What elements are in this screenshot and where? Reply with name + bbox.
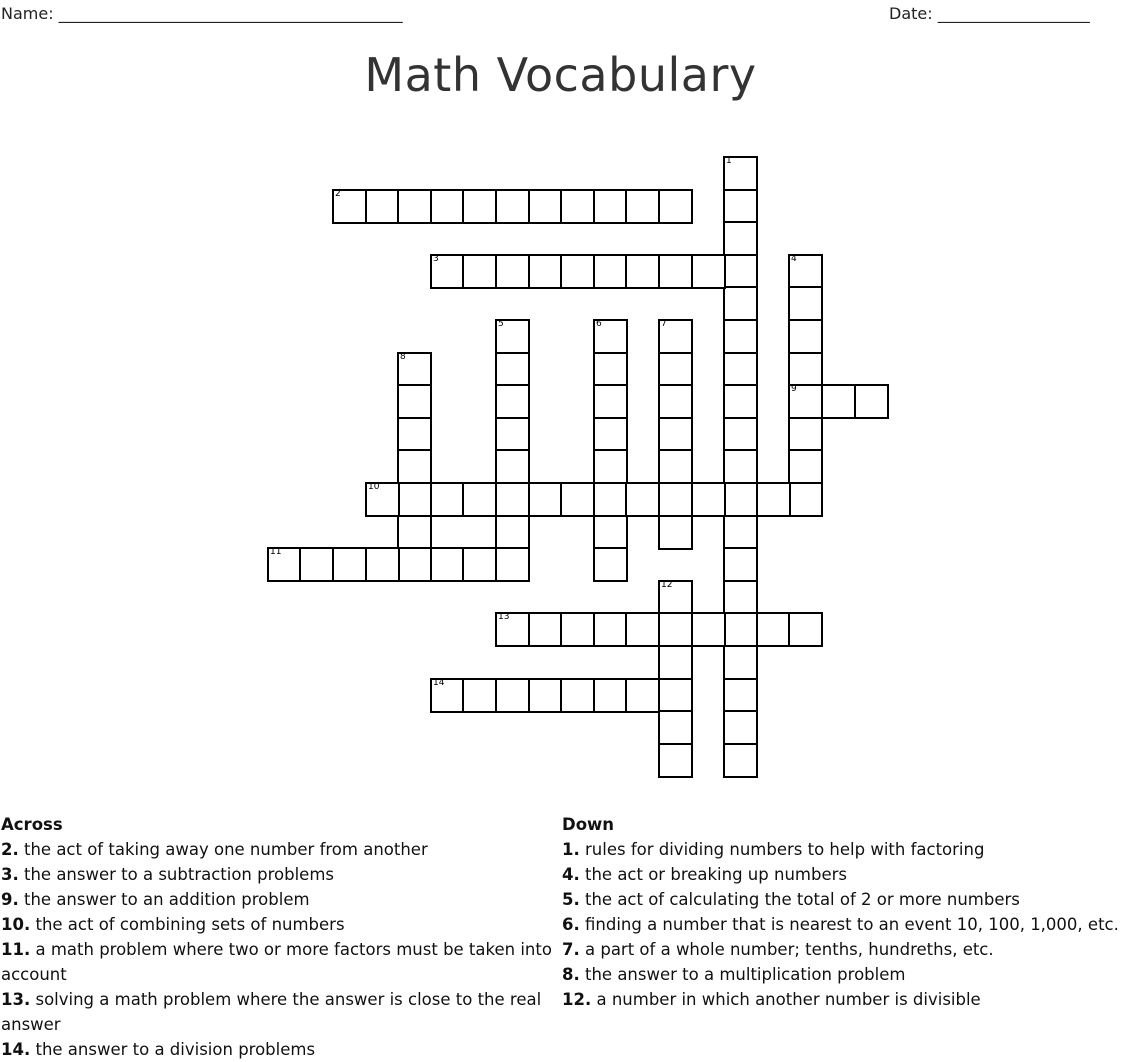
crossword-cell[interactable] [658, 384, 693, 419]
clue-number-label: 13. [1, 990, 31, 1009]
crossword-cell[interactable] [821, 384, 856, 419]
clue-item [562, 937, 1121, 962]
crossword-cell[interactable] [365, 482, 400, 517]
crossword-cell[interactable] [658, 678, 693, 713]
clue-text: a number in which another number is divisible [591, 990, 981, 1009]
crossword-cell[interactable] [723, 417, 758, 452]
crossword-cell[interactable] [430, 189, 465, 224]
crossword-cell[interactable] [495, 482, 530, 517]
crossword-cell[interactable] [365, 547, 400, 582]
clue-number-label: 14. [1, 1040, 31, 1059]
clue-number: 11 [270, 547, 282, 557]
down-heading: Down [562, 815, 615, 834]
crossword-cell[interactable] [788, 384, 823, 419]
crossword-cell[interactable] [528, 189, 563, 224]
crossword-cell[interactable] [528, 612, 563, 647]
clue-text: the act of calculating the total of 2 or more numbers [579, 890, 1020, 909]
crossword-cell[interactable] [723, 482, 758, 517]
crossword-cell[interactable] [593, 189, 628, 224]
clue-text: the act of combining sets of numbers [30, 915, 345, 934]
crossword-cell[interactable] [495, 547, 530, 582]
crossword-cell[interactable] [299, 547, 334, 582]
crossword-cell[interactable] [723, 156, 758, 191]
crossword-cell[interactable] [495, 515, 530, 550]
crossword-cell[interactable] [723, 384, 758, 419]
clue-number-label: 2. [1, 840, 19, 859]
crossword-cell[interactable] [397, 189, 432, 224]
clue-text: the answer to a subtraction problems [18, 865, 335, 884]
crossword-cell[interactable] [267, 547, 302, 582]
crossword-cell[interactable] [528, 482, 563, 517]
clue-number-label: 5. [562, 890, 580, 909]
clue-number-label: 12. [562, 990, 592, 1009]
clue-number-label: 10. [1, 915, 31, 934]
across-heading: Across [1, 815, 63, 834]
crossword-cell[interactable] [365, 189, 400, 224]
clue-number: 9 [791, 384, 797, 394]
clue-item [562, 862, 1121, 887]
crossword-cell[interactable] [495, 352, 530, 387]
clue-text: rules for dividing numbers to help with factoring [579, 840, 985, 859]
clue-number: 7 [661, 319, 667, 329]
crossword-cell[interactable] [723, 189, 758, 224]
across-clues [1, 812, 561, 1062]
clue-item [1, 837, 561, 862]
crossword-cell[interactable] [495, 189, 530, 224]
clue-item [1, 987, 561, 1037]
crossword-cell[interactable] [658, 352, 693, 387]
crossword-cell[interactable] [332, 189, 367, 224]
crossword-cell[interactable] [625, 482, 660, 517]
crossword-cell[interactable] [691, 612, 726, 647]
crossword-cell[interactable] [593, 319, 628, 354]
clue-text: the answer to an addition problem [18, 890, 310, 909]
crossword-cell[interactable] [788, 612, 823, 647]
crossword-cell[interactable] [658, 417, 693, 452]
crossword-cell[interactable] [723, 580, 758, 615]
crossword-cell[interactable] [691, 482, 726, 517]
crossword-cell[interactable] [397, 352, 432, 387]
crossword-cell[interactable] [495, 384, 530, 419]
date-line: Date: ___________________ [889, 4, 1090, 23]
crossword-cell[interactable] [756, 482, 791, 517]
crossword-cell[interactable] [788, 482, 823, 517]
crossword-cell[interactable] [593, 254, 628, 289]
crossword-cell[interactable] [560, 189, 595, 224]
crossword-cell[interactable] [462, 189, 497, 224]
crossword-cell[interactable] [593, 417, 628, 452]
crossword-cell[interactable] [495, 254, 530, 289]
clue-item [1, 937, 561, 987]
clue-number: 8 [400, 352, 406, 362]
crossword-cell[interactable] [658, 515, 693, 550]
name-line: Name: ___________________________________________ [1, 4, 403, 23]
crossword-cell[interactable] [658, 743, 693, 778]
crossword-cell[interactable] [723, 254, 758, 289]
crossword-cell[interactable] [723, 352, 758, 387]
crossword-cell[interactable] [495, 319, 530, 354]
crossword-cell[interactable] [593, 547, 628, 582]
crossword-cell[interactable] [430, 482, 465, 517]
clue-text: the answer to a multiplication problem [579, 965, 906, 984]
crossword-cell[interactable] [658, 449, 693, 484]
clue-number-label: 9. [1, 890, 19, 909]
crossword-cell[interactable] [593, 515, 628, 550]
clue-item [562, 887, 1121, 912]
clue-text: the act or breaking up numbers [579, 865, 847, 884]
crossword-cell[interactable] [560, 678, 595, 713]
crossword-cell[interactable] [495, 449, 530, 484]
crossword-cell[interactable] [397, 384, 432, 419]
crossword-cell[interactable] [658, 710, 693, 745]
crossword-cell[interactable] [788, 319, 823, 354]
across-clue-list [1, 837, 561, 1062]
crossword-cell[interactable] [430, 678, 465, 713]
crossword-cell[interactable] [528, 678, 563, 713]
clue-number: 3 [433, 254, 439, 264]
crossword-cell[interactable] [397, 547, 432, 582]
crossword-cell[interactable] [723, 645, 758, 680]
crossword-cell[interactable] [625, 612, 660, 647]
crossword-cell[interactable] [788, 254, 823, 289]
crossword-cell[interactable] [658, 645, 693, 680]
crossword-cell[interactable] [723, 515, 758, 550]
clue-number: 5 [498, 319, 504, 329]
crossword-cell[interactable] [723, 547, 758, 582]
clue-text: the answer to a division problems [30, 1040, 316, 1059]
crossword-cell[interactable] [788, 352, 823, 387]
clue-number: 10 [368, 482, 380, 492]
crossword-cell[interactable] [397, 482, 432, 517]
crossword-cell[interactable] [658, 254, 693, 289]
crossword-cell[interactable] [495, 612, 530, 647]
clue-number-label: 7. [562, 940, 580, 959]
crossword-cell[interactable] [593, 384, 628, 419]
page-title: Math Vocabulary [364, 48, 757, 102]
crossword-cell[interactable] [397, 515, 432, 550]
clue-number: 6 [596, 319, 602, 329]
clue-text: a part of a whole number; tenths, hundreths, etc. [579, 940, 994, 959]
clue-item [562, 837, 1121, 862]
crossword-cell[interactable] [397, 449, 432, 484]
down-clues [562, 812, 1121, 1012]
crossword-cell[interactable] [788, 286, 823, 321]
clue-text: the act of taking away one number from another [18, 840, 428, 859]
crossword-cell[interactable] [658, 580, 693, 615]
clue-text: a math problem where two or more factors must be taken into account [1, 940, 552, 984]
crossword-cell[interactable] [430, 547, 465, 582]
crossword-cell[interactable] [593, 612, 628, 647]
crossword-cell[interactable] [723, 449, 758, 484]
crossword-cell[interactable] [854, 384, 889, 419]
clue-text: solving a math problem where the answer is close to the real answer [1, 990, 542, 1034]
clue-number-label: 3. [1, 865, 19, 884]
crossword-cell[interactable] [462, 254, 497, 289]
clue-item [562, 962, 1121, 987]
crossword-cell[interactable] [723, 221, 758, 256]
crossword-cell[interactable] [625, 678, 660, 713]
crossword-cell[interactable] [625, 254, 660, 289]
crossword-cell[interactable] [658, 612, 693, 647]
crossword-cell[interactable] [560, 482, 595, 517]
clue-item [1, 912, 561, 937]
clue-item [1, 1037, 561, 1062]
crossword-cell[interactable] [397, 417, 432, 452]
clue-number: 1 [726, 156, 732, 166]
crossword-cell[interactable] [593, 482, 628, 517]
crossword-cell[interactable] [495, 678, 530, 713]
crossword-cell[interactable] [788, 417, 823, 452]
clue-item [1, 862, 561, 887]
clue-item [562, 987, 1121, 1012]
crossword-cell[interactable] [593, 678, 628, 713]
crossword-cell[interactable] [332, 547, 367, 582]
crossword-cell[interactable] [788, 449, 823, 484]
down-clue-list [562, 837, 1121, 1012]
clue-number: 4 [791, 254, 797, 264]
crossword-cell[interactable] [462, 547, 497, 582]
crossword-cell[interactable] [625, 189, 660, 224]
crossword-cell[interactable] [723, 710, 758, 745]
clue-number-label: 8. [562, 965, 580, 984]
crossword-cell[interactable] [658, 189, 693, 224]
crossword-cell[interactable] [723, 678, 758, 713]
clue-number: 2 [335, 189, 341, 199]
crossword-cell[interactable] [756, 612, 791, 647]
crossword-cell[interactable] [723, 743, 758, 778]
crossword-cell[interactable] [430, 254, 465, 289]
clue-number-label: 4. [562, 865, 580, 884]
clue-text: finding a number that is nearest to an event 10, 100, 1,000, etc. [579, 915, 1119, 934]
crossword-cell[interactable] [593, 352, 628, 387]
crossword-cell[interactable] [495, 417, 530, 452]
crossword-cell[interactable] [723, 319, 758, 354]
crossword-cell[interactable] [658, 482, 693, 517]
crossword-cell[interactable] [528, 254, 563, 289]
clue-number-label: 11. [1, 940, 31, 959]
crossword-cell[interactable] [560, 254, 595, 289]
clue-item [1, 887, 561, 912]
crossword-cell[interactable] [691, 254, 726, 289]
clue-number: 12 [661, 580, 673, 590]
clue-number: 13 [498, 612, 510, 622]
crossword-cell[interactable] [560, 612, 595, 647]
clue-item [562, 912, 1121, 937]
clue-number-label: 1. [562, 840, 580, 859]
crossword-cell[interactable] [462, 678, 497, 713]
crossword-cell[interactable] [723, 612, 758, 647]
crossword-cell[interactable] [723, 286, 758, 321]
crossword-cell[interactable] [462, 482, 497, 517]
crossword-cell[interactable] [593, 449, 628, 484]
clue-number: 14 [433, 678, 445, 688]
crossword-cell[interactable] [658, 319, 693, 354]
clue-number-label: 6. [562, 915, 580, 934]
